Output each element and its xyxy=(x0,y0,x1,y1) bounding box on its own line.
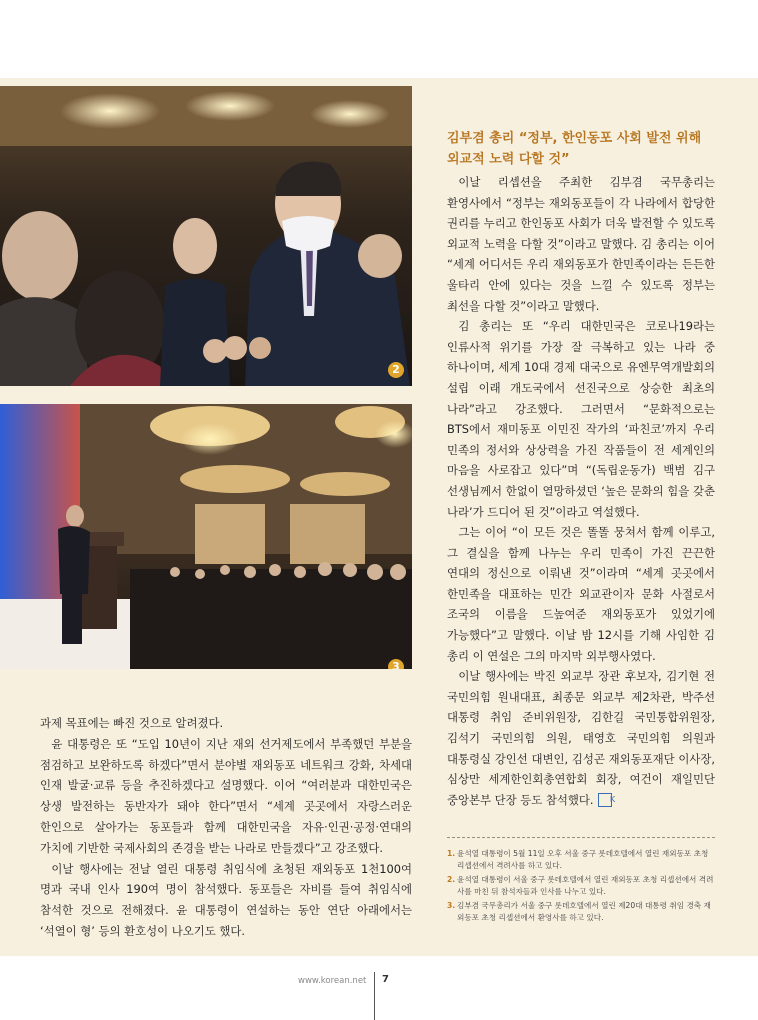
right-paragraph-4 xyxy=(447,666,715,810)
photo-banquet-speech xyxy=(0,404,412,669)
left-paragraph-1: 과제 목표에는 빠진 것으로 알려졌다. xyxy=(40,716,224,730)
footer-divider xyxy=(374,972,375,1020)
caption-1-number: 1. xyxy=(447,849,456,858)
right-paragraph-2: 김 총리는 또 “우리 대한민국은 코로나19라는 인류사적 위기를 가장 잘 극복하고 있는 나라 중 하나이며, 세계 10대 경제 대국으로 유엔무역개발회의 설립 이래 개도국에서 선진국으로 상승한 최초의 나라”라고 강조했다. 그러면서 “문화적으로는 BTS에서 재미동포 이민진 작가의 ‘파친코’까지 우리 민족의 정서와 상상력을 가진 작품들이 전 세계인의 마음을 사로잡고 있다”며 “(독립운동가) 백범 김구 선생님께서 한없이 열망하셨던 ‘높은 문화의 힘을 갖춘 나라’가 드디어 된 것”이라고 역설했다. xyxy=(447,319,715,519)
photo-crowd-greeting xyxy=(0,86,412,386)
caption-2-text: 윤석열 대통령이 서울 중구 롯데호텔에서 열린 재외동포 초청 리셉션에서 격려사를 마친 뒤 참석자들과 인사를 나누고 있다. xyxy=(457,875,714,896)
photo-number-2: 2 xyxy=(388,362,404,378)
page-number: 7 xyxy=(382,974,389,985)
end-mark-icon: K xyxy=(598,793,612,807)
photo-banquet-illustration xyxy=(0,404,412,669)
caption-2-number: 2. xyxy=(447,875,456,884)
section-heading-line2: 외교적 노력 다할 것” xyxy=(447,152,570,167)
page-footer xyxy=(0,956,758,1020)
photo-crowd-illustration xyxy=(0,86,412,386)
right-paragraph-4-text: 이날 행사에는 박진 외교부 장관 후보자, 김기현 전 국민의힘 원내대표, 최종문 외교부 제2차관, 박주선 대통령 취임 준비위원장, 김한길 국민통합위원장, 김석기 국민의힘 의원, 태영호 국민의힘 의원과 대통령실 강인선 대변인, 김성곤 재외동포재단 이사장, 심상만 세계한인회총연합회 회장, 여건이 재일민단 중앙본부 단장 등도 참석했다. xyxy=(447,669,715,807)
left-column-article xyxy=(40,713,412,942)
left-paragraph-3: 이날 행사에는 전날 열린 대통령 취임식에 초청된 재외동포 1천100여 명과 국내 인사 190여 명이 참석했다. 동포들은 자비를 들여 취임식에 참석한 것으로 전해졌다. 윤 대통령이 연설하는 동안 연단 아래에서는 ‘석열이 형’ 등의 환호성이 나오기도 했다. xyxy=(40,861,412,938)
left-paragraph-2: 윤 대통령은 또 “도입 10년이 지난 재외 선거제도에서 부족했던 부분을 점검하고 보완하도록 하겠다”면서 분야별 재외동포 네트워크 강화, 차세대 인재 발굴·교류 등을 추진하겠다고 설명했다. 이어 “여러분과 대한민국은 상생 발전하는 동반자가 돼야 한다”면서 “세계 곳곳에서 자랑스러운 한인으로 살아가는 동포들과 함께 대한민국을 자유·인권·공정·연대의 가치에 기반한 국제사회의 존경을 받는 나라로 만들겠다”고 강조했다. xyxy=(40,736,412,855)
right-paragraph-3: 그는 이어 “이 모든 것은 똘똘 뭉쳐서 함께 이루고, 그 결실을 함께 나누는 우리 민족이 가진 끈끈한 연대의 정신으로 이뤄낸 것”이라며 “세계 곳곳에서 한민족을 대표하는 민간 외교관이자 문화 사절로서 조국의 이름을 드높여준 재외동포가 있었기에 가능했다”고 말했다. 이날 밤 12시를 기해 사임한 김 총리 이 연설은 그의 마지막 외부행사였다. xyxy=(447,525,715,663)
section-heading-line1: 김부겸 총리 “정부, 한인동포 사회 발전 위해 xyxy=(447,131,702,146)
footer-url-link[interactable]: www.korean.net xyxy=(298,976,367,986)
right-column-article xyxy=(447,128,715,810)
section-heading xyxy=(447,128,715,170)
caption-1 xyxy=(447,848,715,871)
photo-number-3: 3 xyxy=(388,659,404,669)
photo-captions xyxy=(447,837,715,926)
caption-3 xyxy=(447,900,715,923)
caption-2 xyxy=(447,874,715,897)
caption-1-text: 윤석열 대통령이 5월 11일 오후 서울 중구 롯데호텔에서 열린 재외동포 초청 리셉션에서 격려사를 하고 있다. xyxy=(457,849,709,870)
right-paragraph-1: 이날 리셉션을 주최한 김부겸 국무총리는 환영사에서 “정부는 재외동포들이 각 나라에서 합당한 권리를 누리고 한인동포 사회가 더욱 발전할 수 있도록 외교적 노력을 다할 것”이라고 말했다. 김 총리는 이어 “세계 어디서든 우리 재외동포가 한민족이라는 든든한 울타리 안에 있다는 것을 느낄 수 있도록 정부는 최선을 다할 것”이라고 말했다. xyxy=(447,175,715,313)
caption-3-number: 3. xyxy=(447,901,456,910)
caption-3-text: 김부겸 국무총리가 서울 중구 롯데호텔에서 열린 제20대 대통령 취임 경축 재외동포 초청 리셉션에서 환영사를 하고 있다. xyxy=(457,901,711,922)
